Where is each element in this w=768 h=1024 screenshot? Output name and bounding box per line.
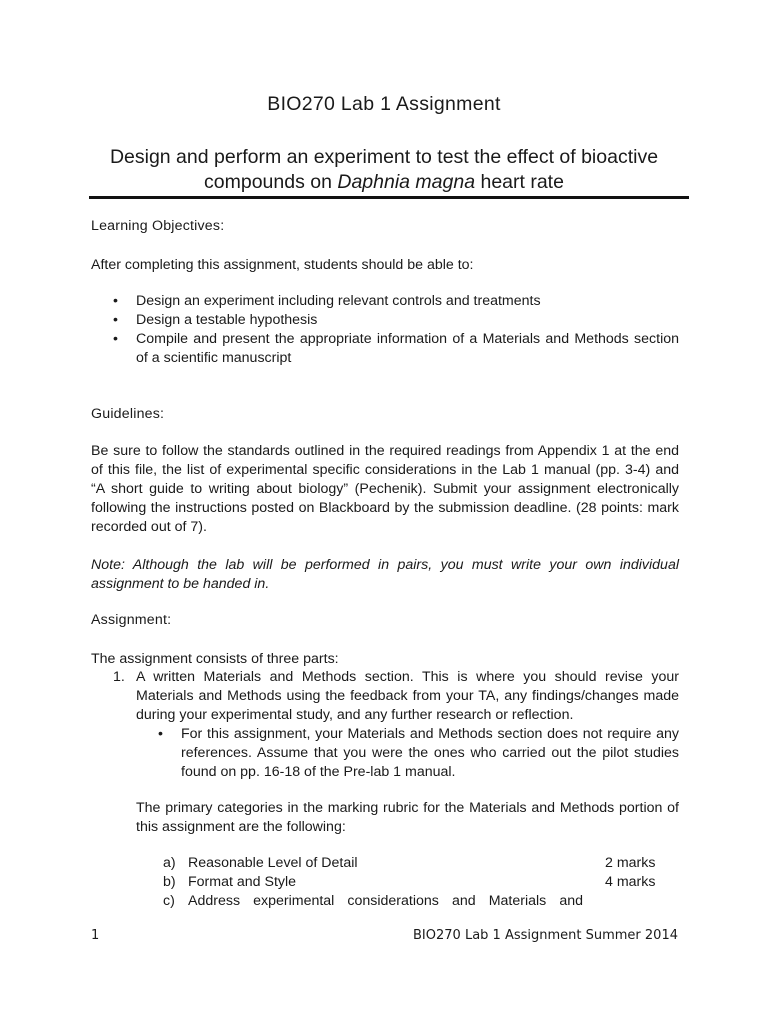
rubric-letter: a) xyxy=(163,855,176,871)
rubric-letter: b) xyxy=(163,874,176,890)
subtitle-text-start: Design and perform an experiment to test the effect of bioactive compounds on xyxy=(109,146,659,193)
bullet-icon: • xyxy=(113,312,118,328)
learning-objectives-list xyxy=(91,292,679,368)
rubric-row xyxy=(163,892,663,911)
rubric-row xyxy=(163,873,663,892)
bullet-icon: • xyxy=(113,331,118,347)
guidelines-paragraph: Be sure to follow the standards outlined in the required readings from Appendix 1 at the end of this file, the list of experimental specific considerations in the Lab 1 manual (pp. 3-4) and “A short guide to writing about biology” (Pechenik). Submit your assignment electronically following the instructions posted on Blackboard by the submission deadline. (28 points: mark recorded out of 7). xyxy=(91,443,679,535)
assignment-part-1 xyxy=(91,668,679,725)
bullet-icon: • xyxy=(113,293,118,309)
guidelines-note: Note: Although the lab will be performed in pairs, you must write your own individual assignment to be handed in. xyxy=(91,557,679,592)
part-1-sub-bullet xyxy=(136,725,679,782)
subtitle-text-end: heart rate xyxy=(475,171,564,193)
document-subtitle xyxy=(80,145,688,195)
list-item xyxy=(91,330,679,368)
assignment-heading: Assignment: xyxy=(91,612,172,628)
document-title: BIO270 Lab 1 Assignment xyxy=(267,93,501,115)
list-item-text: Design a testable hypothesis xyxy=(136,312,318,328)
footer-running-title: BIO270 Lab 1 Assignment Summer 2014 xyxy=(413,928,678,943)
rubric-label: Reasonable Level of Detail xyxy=(188,855,358,871)
rubric-marks: 4 marks xyxy=(605,874,656,890)
learning-objectives-heading: Learning Objectives: xyxy=(91,218,225,234)
rubric-row xyxy=(163,854,663,873)
rubric-letter: c) xyxy=(163,893,175,909)
subtitle-species-name: Daphnia magna xyxy=(337,171,476,193)
list-item xyxy=(91,292,679,311)
rubric-intro: The primary categories in the marking rubric for the Materials and Methods portion of this assignment are the following: xyxy=(136,800,679,835)
assignment-intro: The assignment consists of three parts: xyxy=(91,651,339,667)
list-item xyxy=(91,311,679,330)
rubric-label: Format and Style xyxy=(188,874,297,890)
title-divider xyxy=(89,196,689,199)
rubric-label: Address experimental considerations and Materials and xyxy=(188,893,583,909)
page-number: 1 xyxy=(91,928,100,943)
list-item-text: Design an experiment including relevant controls and treatments xyxy=(136,293,541,309)
part-number: 1. xyxy=(113,669,125,685)
guidelines-heading: Guidelines: xyxy=(91,406,165,422)
sub-bullet-text: For this assignment, your Materials and Methods section does not require any references. Assume that you were the ones who carried out the pilot studies found on pp. 16-18 of the Pre-lab 1 manual. xyxy=(181,726,679,780)
bullet-icon: • xyxy=(158,726,163,742)
rubric-marks: 2 marks xyxy=(605,855,656,871)
part-text: A written Materials and Methods section. This is where you should revise your Materials and Methods using the feedback from your TA, any findings/changes made during your experimental study, and any further research or reflection. xyxy=(136,669,679,723)
list-item-text: Compile and present the appropriate information of a Materials and Methods section of a scientific manuscript xyxy=(136,331,679,366)
learning-objectives-intro: After completing this assignment, students should be able to: xyxy=(91,257,474,273)
